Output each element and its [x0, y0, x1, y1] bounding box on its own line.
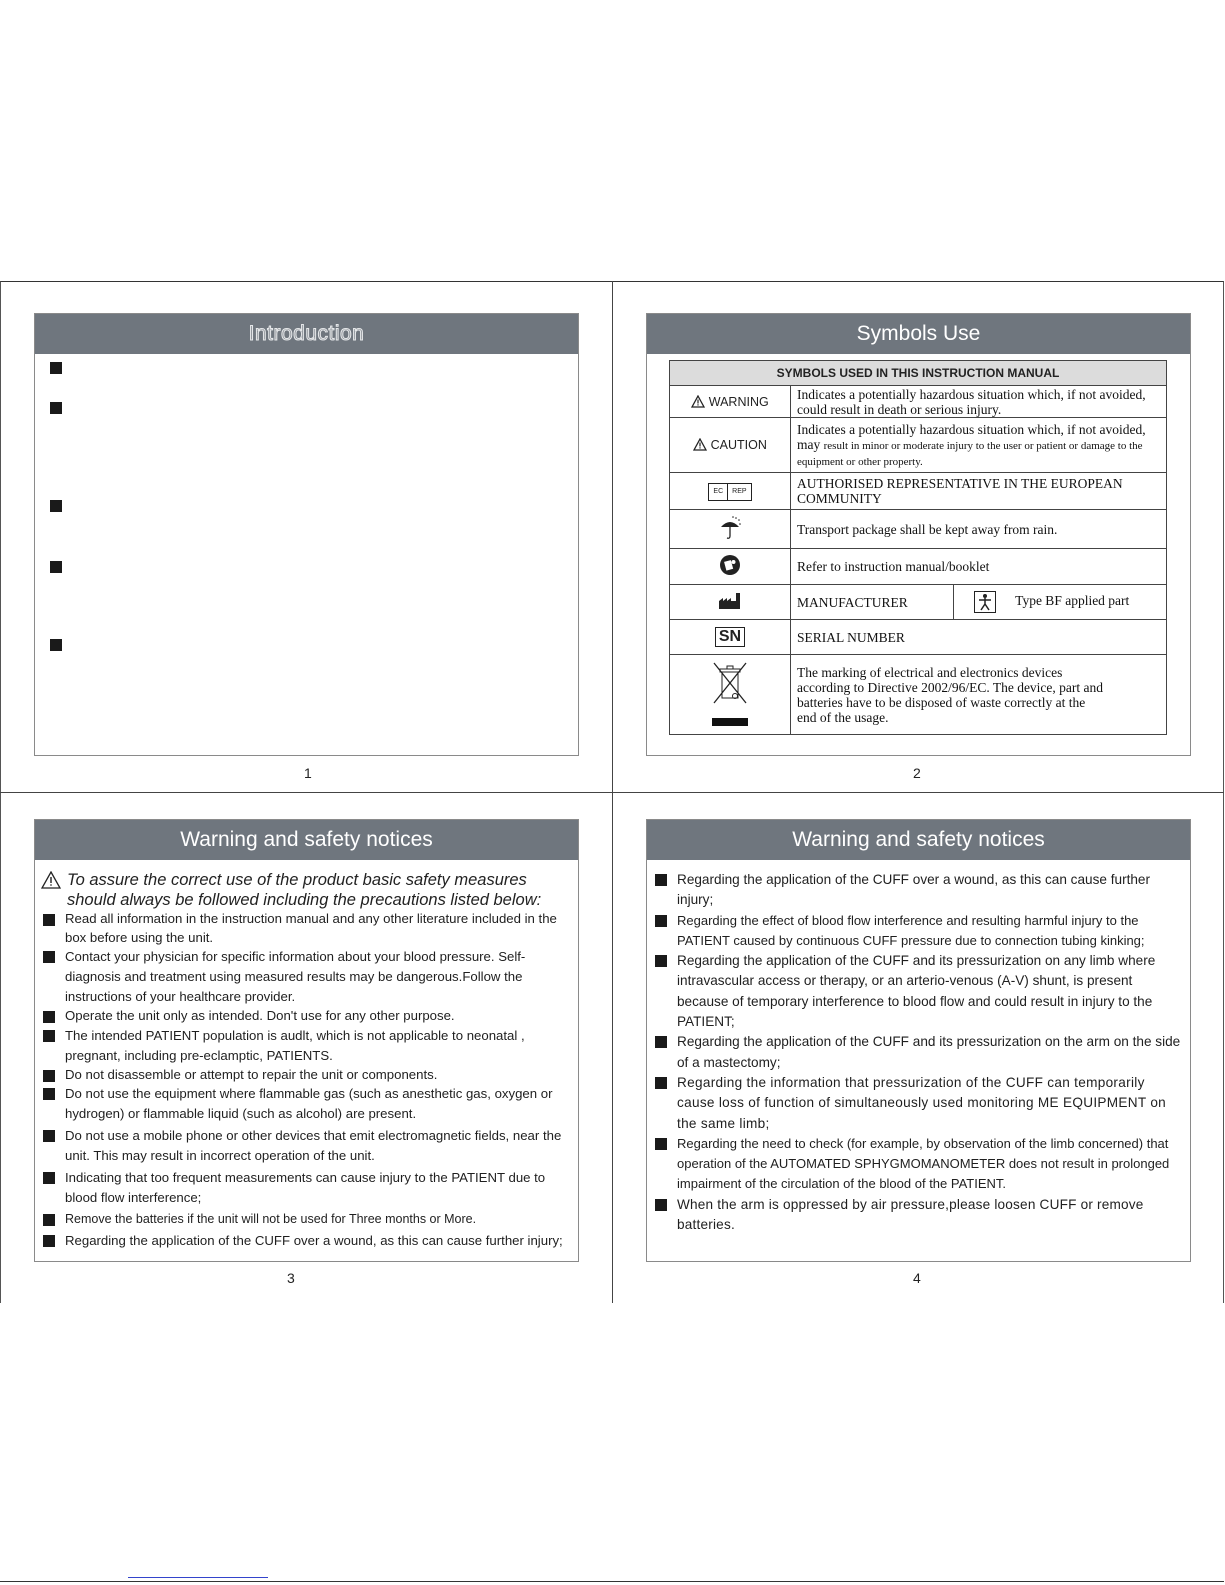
horizontal-divider	[0, 792, 1224, 793]
manufacturer-symbol-cell	[670, 585, 791, 620]
page-4-panel	[646, 819, 1191, 1262]
page-number: 4	[913, 1270, 921, 1286]
table-row	[670, 418, 1167, 473]
caution-desc-main: Indicates a potentially hazardous situation which, if not avoided, may	[797, 421, 1146, 452]
table-row	[670, 386, 1167, 418]
ec-rep-icon	[708, 483, 751, 501]
manufacturer-factory-icon	[718, 592, 742, 610]
warning-label: WARNING	[708, 394, 769, 409]
bullet-square	[50, 639, 62, 651]
symbols-table-header: SYMBOLS USED IN THIS INSTRUCTION MANUAL	[670, 361, 1167, 386]
bullet-square	[50, 362, 62, 374]
instruction-manual-icon	[719, 554, 741, 576]
list-item: Read all information in the instruction manual and any other literature included in the box before using the unit.	[41, 910, 572, 947]
symbols-table	[669, 360, 1167, 735]
weee-crossed-bin-icon	[710, 658, 750, 728]
ecrep-description: AUTHORISED REPRESENTATIVE IN THE EUROPEAN COMMUNITY	[791, 473, 1167, 510]
umbrella-rain-icon	[719, 516, 741, 540]
caution-triangle-icon	[693, 438, 707, 451]
list-item: Do not use the equipment where flammable gas (such as anesthetic gas, oxygen or hydrogen) or flammable liquid (such as alcohol) are present.	[41, 1084, 572, 1124]
bullet-square	[50, 500, 62, 512]
manual-description: Refer to instruction manual/booklet	[791, 549, 1167, 585]
list-item: Contact your physician for specific information about your blood pressure. Self-diagnosis and treatment using measured results may be dangerous.Follow the instructions of your healthcare provider.	[41, 947, 572, 1007]
page-number: 3	[287, 1270, 295, 1286]
safety-intro	[41, 870, 578, 910]
warning-triangle-icon	[41, 871, 61, 889]
bottom-rule	[0, 1581, 1224, 1582]
warning-list	[41, 910, 572, 1251]
bullet-square	[50, 402, 62, 414]
warning-symbol-cell	[670, 386, 791, 418]
page-number: 1	[304, 765, 312, 781]
type-bf-icon	[974, 591, 996, 613]
table-row	[670, 585, 1167, 620]
table-row	[670, 473, 1167, 510]
list-item: Regarding the application of the CUFF and its pressurization on the arm on the side of a mastectomy;	[653, 1032, 1184, 1073]
list-item: Regarding the information that pressurization of the CUFF can temporarily cause loss of function of simultaneously used monitoring ME EQUIPMENT on the same limb;	[653, 1073, 1184, 1134]
table-row	[670, 655, 1167, 735]
manual-symbol-cell	[670, 549, 791, 585]
weee-description: The marking of electrical and electronics devices according to Directive 2002/96/EC. The device, part and batteries have to be disposed of waste correctly at the end of the usage.	[791, 655, 1167, 735]
table-row	[670, 549, 1167, 585]
sn-symbol-cell	[670, 620, 791, 655]
page-title: Introduction	[35, 314, 578, 354]
list-item: Regarding the need to check (for example, by observation of the limb concerned) that operation of the AUTOMATED SPHYGMOMANOMETER does not result in prolonged impairment of the circulation of the blood of the PATIENT.	[653, 1134, 1184, 1195]
page-2-panel	[646, 313, 1191, 756]
caution-description	[791, 418, 1167, 473]
warning-list	[653, 870, 1184, 1235]
list-item: The intended PATIENT population is audlt, which is not applicable to neonatal , pregnant, including pre-eclamptic, PATIENTS.	[41, 1026, 572, 1066]
caution-label: CAUTION	[710, 438, 767, 452]
caution-symbol-cell	[670, 418, 791, 473]
bullet-square	[50, 561, 62, 573]
bf-description-cell	[954, 585, 1167, 620]
serial-number-icon: SN	[715, 627, 745, 647]
list-item: Regarding the application of the CUFF over a wound, as this can cause further injury;	[653, 870, 1184, 911]
page-title: Warning and safety notices	[647, 820, 1190, 860]
safety-intro-text: To assure the correct use of the product basic safety measures should always be followed including the precautions listed below:	[67, 871, 542, 909]
list-item: Regarding the application of the CUFF over a wound, as this can cause further injury;	[41, 1231, 572, 1251]
list-item: When the arm is oppressed by air pressure,please loosen CUFF or remove batteries.	[653, 1195, 1184, 1236]
sn-description: SERIAL NUMBER	[791, 620, 1167, 655]
rain-description: Transport package shall be kept away from rain.	[791, 510, 1167, 549]
page-3-panel	[34, 819, 579, 1262]
table-row	[670, 620, 1167, 655]
warning-triangle-icon	[691, 395, 705, 408]
ec-rep-left: EC	[709, 484, 728, 500]
list-item: Regarding the application of the CUFF and its pressurization on any limb where intravascular access or therapy, or an arterio-venous (A-V) shunt, is present because of temporary interference to blood flow and could result in injury to the PATIENT;	[653, 951, 1184, 1032]
page-1-panel	[34, 313, 579, 756]
list-item: Regarding the effect of blood flow interference and resulting harmful injury to the PATIENT caused by continuous CUFF pressure due to connection tubing kinking;	[653, 911, 1184, 952]
rain-symbol-cell	[670, 510, 791, 549]
weee-symbol-cell	[670, 655, 791, 735]
link-underline	[128, 1577, 268, 1578]
page-title: Symbols Use	[647, 314, 1190, 354]
table-row	[670, 510, 1167, 549]
list-item: Do not use a mobile phone or other devices that emit electromagnetic fields, near the unit. This may result in incorrect operation of the unit.	[41, 1126, 572, 1166]
caution-desc-small: result in minor or moderate injury to the user or patient or damage to the equipment or other property.	[797, 439, 1143, 468]
page-number: 2	[913, 765, 921, 781]
page-title: Warning and safety notices	[35, 820, 578, 860]
list-item: Operate the unit only as intended. Don't use for any other purpose.	[41, 1007, 572, 1026]
warning-description: Indicates a potentially hazardous situation which, if not avoided, could result in death or serious injury.	[791, 386, 1167, 418]
ec-rep-right: REP	[732, 487, 747, 495]
list-item: Do not disassemble or attempt to repair the unit or components.	[41, 1066, 572, 1085]
list-item: Remove the batteries if the unit will not be used for Three months or More.	[41, 1210, 572, 1229]
ecrep-symbol-cell	[670, 473, 791, 510]
list-item: Indicating that too frequent measurements can cause injury to the PATIENT due to blood flow interference;	[41, 1168, 572, 1208]
bf-description: Type BF applied part	[1015, 593, 1130, 609]
manufacturer-description: MANUFACTURER	[791, 585, 954, 620]
